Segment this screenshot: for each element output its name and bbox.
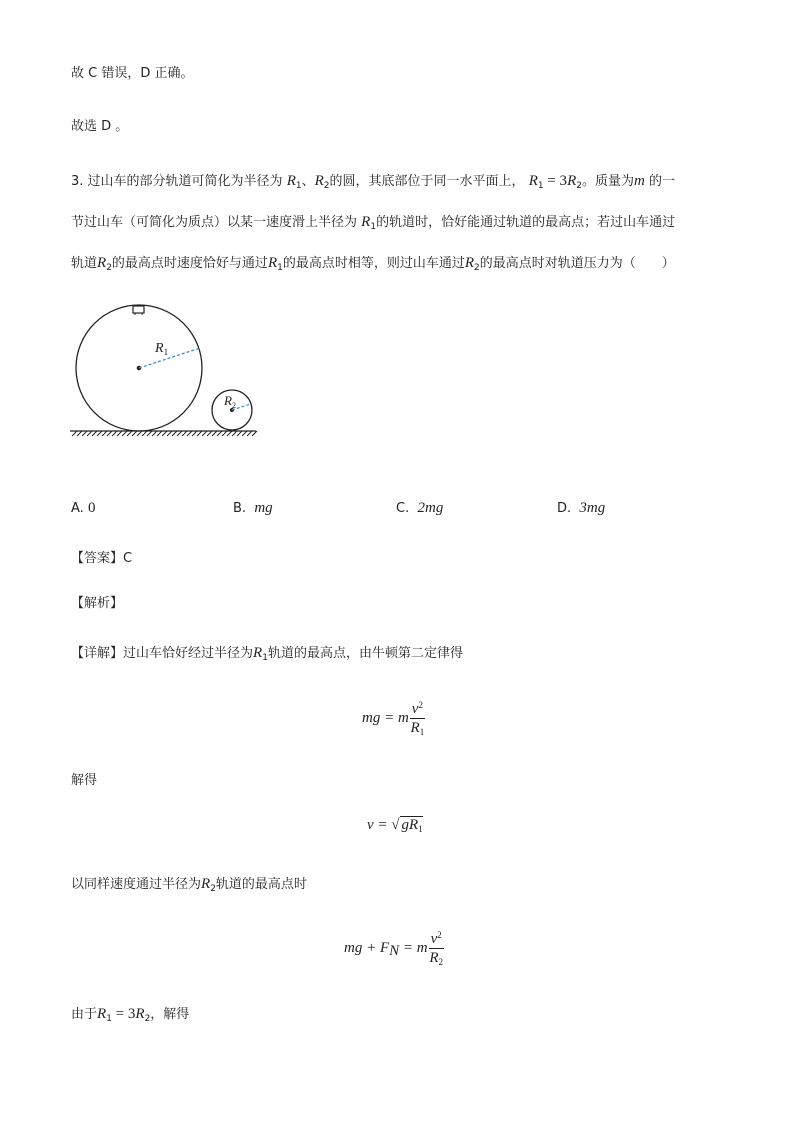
question-line-2: 节过山车（可简化为质点）以某一速度滑上半径为 $R_1$的轨道时，恰好能通过轨道的最高点；若过山车通过 xyxy=(71,214,676,232)
detail-line: 【详解】过山车恰好经过半径为$R_1$轨道的最高点，由牛顿第二定律得 xyxy=(71,645,463,663)
roller-coaster-diagram xyxy=(66,296,266,444)
radius-r1-line xyxy=(139,348,200,368)
equation-1: mg = m $\frac{v^2}{R_1}$ xyxy=(362,696,426,741)
question-number: 3. xyxy=(71,174,84,189)
coaster-car xyxy=(133,306,144,313)
solve-line: 解得 xyxy=(71,773,98,788)
option-d[interactable]: D. 3mg xyxy=(557,500,606,516)
question-line-1: 3. 过山车的部分轨道可简化为半径为 $R_1$、$R_2$的圆，其底部位于同一水平面上， $R_1 = 3R_2$。质量为m 的一 xyxy=(71,173,675,191)
ground-hatching xyxy=(72,431,257,436)
option-b[interactable]: B. mg xyxy=(233,500,273,516)
question-line-3: 轨道$R_2$的最高点时速度恰好与通过$R_1$的最高点时相等，则过山车通过$R_2$的最高点时对轨道压力为（ ） xyxy=(71,255,675,273)
equation-2: v = √ $gR_1$ xyxy=(367,817,423,834)
r1-label: $R_1$ xyxy=(155,341,169,357)
option-c[interactable]: C. 2mg xyxy=(396,500,444,516)
answer-label: 【答案】 xyxy=(71,551,124,566)
answer-line xyxy=(71,549,132,569)
analysis-label: 【解析】 xyxy=(71,596,124,611)
option-a[interactable]: A. 0 xyxy=(71,500,96,516)
detail-label: 【详解】 xyxy=(71,646,124,661)
answer-value: C xyxy=(123,551,133,566)
equation-3: mg + $F_N = m$ $\frac{v^2}{R_2}$ xyxy=(344,926,445,971)
same-speed-line: 以同样速度通过半径为$R_2$轨道的最高点时 xyxy=(71,876,307,894)
choice-line: 故选 D 。 xyxy=(71,119,129,134)
conclusion-line: 故 C 错误，D 正确。 xyxy=(71,66,194,81)
since-line: 由于$R_1 = 3R_2$，解得 xyxy=(71,1006,190,1024)
r2-label: $R_2$ xyxy=(224,393,236,410)
